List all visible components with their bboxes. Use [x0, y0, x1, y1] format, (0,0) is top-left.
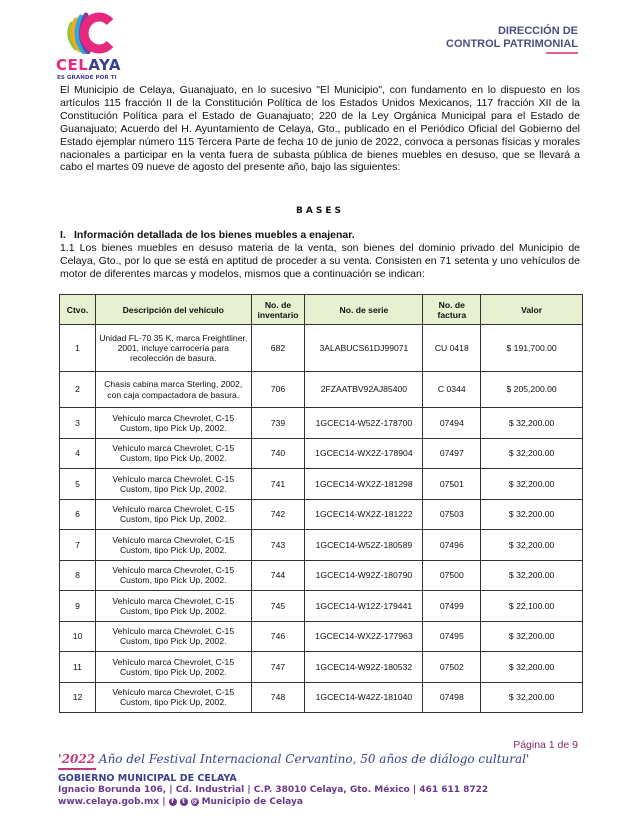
table-row — [60, 438, 583, 469]
intro-paragraph: El Municipio de Celaya, Guanajuato, en lo sucesivo "El Municipio", con fundamento en lo dispuesto en los artículos 115 fracción II de la Constitución Política de los Estados Unidos Mexicanos, 117 fracción XII de la Constitución Política para el Estado de Guanajuato; 220 de la Ley Orgánica Municipal para el Estado de Guanajuato; Acuerdo del H. Ayuntamiento de Celaya, Gto., publicado en el Periódico Oficial del Gobierno del Estado ejemplar número 115 Tercera Parte de fecha 10 de junio de 2022, convoca a personas físicas y morales nacionales a participar en la venta fuera de subasta pública de bienes muebles en desuso, que se llevará a cabo el martes 09 nueve de agosto del presente año, bajo las siguientes: — [60, 84, 580, 174]
cell-descripcion: Vehículo marca Chevrolet, C-15 Custom, tipo Pick Up, 2002. — [95, 469, 251, 500]
column-header-factura: No. de factura — [423, 295, 481, 325]
cell-inventario: 740 — [251, 438, 305, 469]
cell-valor: $ 191,700.00 — [481, 325, 583, 372]
cell-inventario: 706 — [251, 372, 305, 408]
social-handle: Municipio de Celaya — [201, 797, 303, 807]
cell-inventario: 742 — [251, 499, 305, 530]
facebook-icon[interactable]: f — [169, 798, 177, 806]
cell-ctvo: 2 — [60, 372, 96, 408]
cell-descripcion: Vehículo marca Chevrolet, C-15 Custom, tipo Pick Up, 2002. — [95, 682, 251, 713]
cell-ctvo: 5 — [60, 469, 96, 500]
cell-valor: $ 32,200.00 — [481, 621, 583, 652]
cell-inventario: 682 — [251, 325, 305, 372]
cell-serie: 1GCEC14-W12Z-179441 — [305, 591, 423, 622]
motto-year: 2022 — [61, 752, 96, 766]
cell-descripcion: Vehículo marca Chevrolet, C-15 Custom, tipo Pick Up, 2002. — [95, 560, 251, 591]
cell-valor: $ 32,200.00 — [481, 469, 583, 500]
column-header-serie: No. de serie — [305, 295, 423, 325]
department-line-2: CONTROL PATRIMONIAL — [446, 37, 578, 50]
website-link[interactable]: www.celaya.gob.mx | — [58, 797, 166, 807]
government-name: GOBIERNO MUNICIPAL DE CELAYA — [58, 773, 237, 784]
cell-factura: 07494 — [423, 408, 481, 439]
column-header-descripcion: Descripción del vehículo — [95, 295, 251, 325]
government-contact — [58, 797, 303, 807]
cell-descripcion: Vehículo marca Chevrolet, C-15 Custom, tipo Pick Up, 2002. — [95, 408, 251, 439]
cell-ctvo: 12 — [60, 682, 96, 713]
table-row — [60, 621, 583, 652]
footer-motto — [58, 752, 529, 766]
cell-serie: 1GCEC14-W42Z-181040 — [305, 682, 423, 713]
cell-descripcion: Chasis cabina marca Sterling, 2002, con caja compactadora de basura. — [95, 372, 251, 408]
column-header-valor: Valor — [481, 295, 583, 325]
cell-descripcion: Vehículo marca Chevrolet, C-15 Custom, tipo Pick Up, 2002. — [95, 499, 251, 530]
cell-factura: 07502 — [423, 652, 481, 683]
cell-serie: 2FZAATBV92AJ85400 — [305, 372, 423, 408]
table-row — [60, 499, 583, 530]
cell-inventario: 747 — [251, 652, 305, 683]
cell-ctvo: 11 — [60, 652, 96, 683]
cell-valor: $ 32,200.00 — [481, 438, 583, 469]
cell-valor: $ 32,200.00 — [481, 408, 583, 439]
cell-serie: 1GCEC14-W92Z-180532 — [305, 652, 423, 683]
cell-ctvo: 8 — [60, 560, 96, 591]
table-header-row — [60, 295, 583, 325]
cell-descripcion: Vehículo marca Chevrolet, C-15 Custom, tipo Pick Up, 2002. — [95, 591, 251, 622]
cell-ctvo: 9 — [60, 591, 96, 622]
table-row — [60, 682, 583, 713]
cell-descripcion: Vehículo marca Chevrolet, C-15 Custom, tipo Pick Up, 2002. — [95, 652, 251, 683]
cell-descripcion: Vehículo marca Chevrolet, C-15 Custom, tipo Pick Up, 2002. — [95, 438, 251, 469]
table-row — [60, 408, 583, 439]
cell-valor: $ 205,200.00 — [481, 372, 583, 408]
cell-ctvo: 6 — [60, 499, 96, 530]
bases-heading: BASES — [296, 206, 344, 216]
table-row — [60, 469, 583, 500]
cell-valor: $ 32,200.00 — [481, 682, 583, 713]
cell-serie: 1GCEC14-WX2Z-181298 — [305, 469, 423, 500]
cell-inventario: 746 — [251, 621, 305, 652]
instagram-icon[interactable]: @ — [191, 798, 198, 805]
table-row — [60, 530, 583, 561]
cell-ctvo: 4 — [60, 438, 96, 469]
page-number: Página 1 de 9 — [513, 739, 578, 751]
cell-factura: 07498 — [423, 682, 481, 713]
logo-wordmark: CELAYA — [56, 56, 122, 74]
cell-inventario: 745 — [251, 591, 305, 622]
table-row — [60, 560, 583, 591]
cell-factura: C 0344 — [423, 372, 481, 408]
cell-factura: CU 0418 — [423, 325, 481, 372]
table-row — [60, 325, 583, 372]
cell-inventario: 739 — [251, 408, 305, 439]
department-title — [446, 25, 578, 50]
cell-valor: $ 32,200.00 — [481, 652, 583, 683]
column-header-ctvo: Ctvo. — [60, 295, 96, 325]
cell-factura: 07496 — [423, 530, 481, 561]
department-accent-line — [546, 52, 578, 54]
cell-factura: 07500 — [423, 560, 481, 591]
section-number: I. — [60, 229, 66, 241]
cell-valor: $ 32,200.00 — [481, 530, 583, 561]
cell-factura: 07499 — [423, 591, 481, 622]
cell-serie: 3ALABUCS61DJ99071 — [305, 325, 423, 372]
cell-serie: 1GCEC14-WX2Z-177963 — [305, 621, 423, 652]
cell-valor: $ 32,200.00 — [481, 560, 583, 591]
cell-serie: 1GCEC14-W92Z-180790 — [305, 560, 423, 591]
motto-quote: ' — [58, 752, 62, 766]
motto-accent-line — [58, 768, 96, 770]
table-row — [60, 652, 583, 683]
cell-factura: 07495 — [423, 621, 481, 652]
cell-serie: 1GCEC14-W52Z-178700 — [305, 408, 423, 439]
cell-valor: $ 32,200.00 — [481, 499, 583, 530]
department-line-1: DIRECCIÓN DE — [497, 25, 578, 37]
section-title-text: Información detallada de los bienes muebles a enajenar. — [74, 229, 355, 241]
cell-ctvo: 1 — [60, 325, 96, 372]
column-header-inventario: No. de inventario — [251, 295, 305, 325]
cell-descripcion: Vehículo marca Chevrolet, C-15 Custom, tipo Pick Up, 2002. — [95, 621, 251, 652]
cell-serie: 1GCEC14-WX2Z-178904 — [305, 438, 423, 469]
table-row — [60, 591, 583, 622]
celaya-c-logo-icon — [62, 12, 118, 54]
cell-ctvo: 10 — [60, 621, 96, 652]
cell-factura: 07497 — [423, 438, 481, 469]
cell-valor: $ 22,100.00 — [481, 591, 583, 622]
cell-factura: 07501 — [423, 469, 481, 500]
cell-inventario: 741 — [251, 469, 305, 500]
cell-descripcion: Unidad FL-70 35 K, marca Freightliner, 2001, incluye carrocería para recolección de basura. — [95, 325, 251, 372]
logo-tagline: ES GRANDE POR TI — [57, 75, 117, 81]
cell-serie: 1GCEC14-WX2Z-181222 — [305, 499, 423, 530]
celaya-logo — [52, 12, 132, 82]
cell-ctvo: 3 — [60, 408, 96, 439]
cell-inventario: 748 — [251, 682, 305, 713]
cell-descripcion: Vehículo marca Chevrolet, C-15 Custom, tipo Pick Up, 2002. — [95, 530, 251, 561]
table-row — [60, 372, 583, 408]
vehicles-table — [59, 294, 583, 713]
government-address: Ignacio Borunda 106, | Cd. Industrial | C.P. 38010 Celaya, Gto. México | 461 611 8722 — [58, 785, 489, 795]
twitter-icon[interactable]: t — [180, 798, 188, 806]
section-paragraph: 1.1 Los bienes muebles en desuso materia de la venta, son bienes del dominio privado del Municipio de Celaya, Gto., por lo que se está en aptitud de proceder a su venta. Consisten en 71 setenta y uno vehículos de motor de diferentes marcas y modelos, mismos que a continuación se indican: — [60, 242, 580, 280]
cell-ctvo: 7 — [60, 530, 96, 561]
cell-inventario: 744 — [251, 560, 305, 591]
cell-serie: 1GCEC14-W52Z-180589 — [305, 530, 423, 561]
motto-text: Año del Festival Internacional Cervantino, 50 años de diálogo cultural' — [95, 752, 530, 766]
section-heading — [60, 229, 355, 241]
cell-factura: 07503 — [423, 499, 481, 530]
cell-inventario: 743 — [251, 530, 305, 561]
